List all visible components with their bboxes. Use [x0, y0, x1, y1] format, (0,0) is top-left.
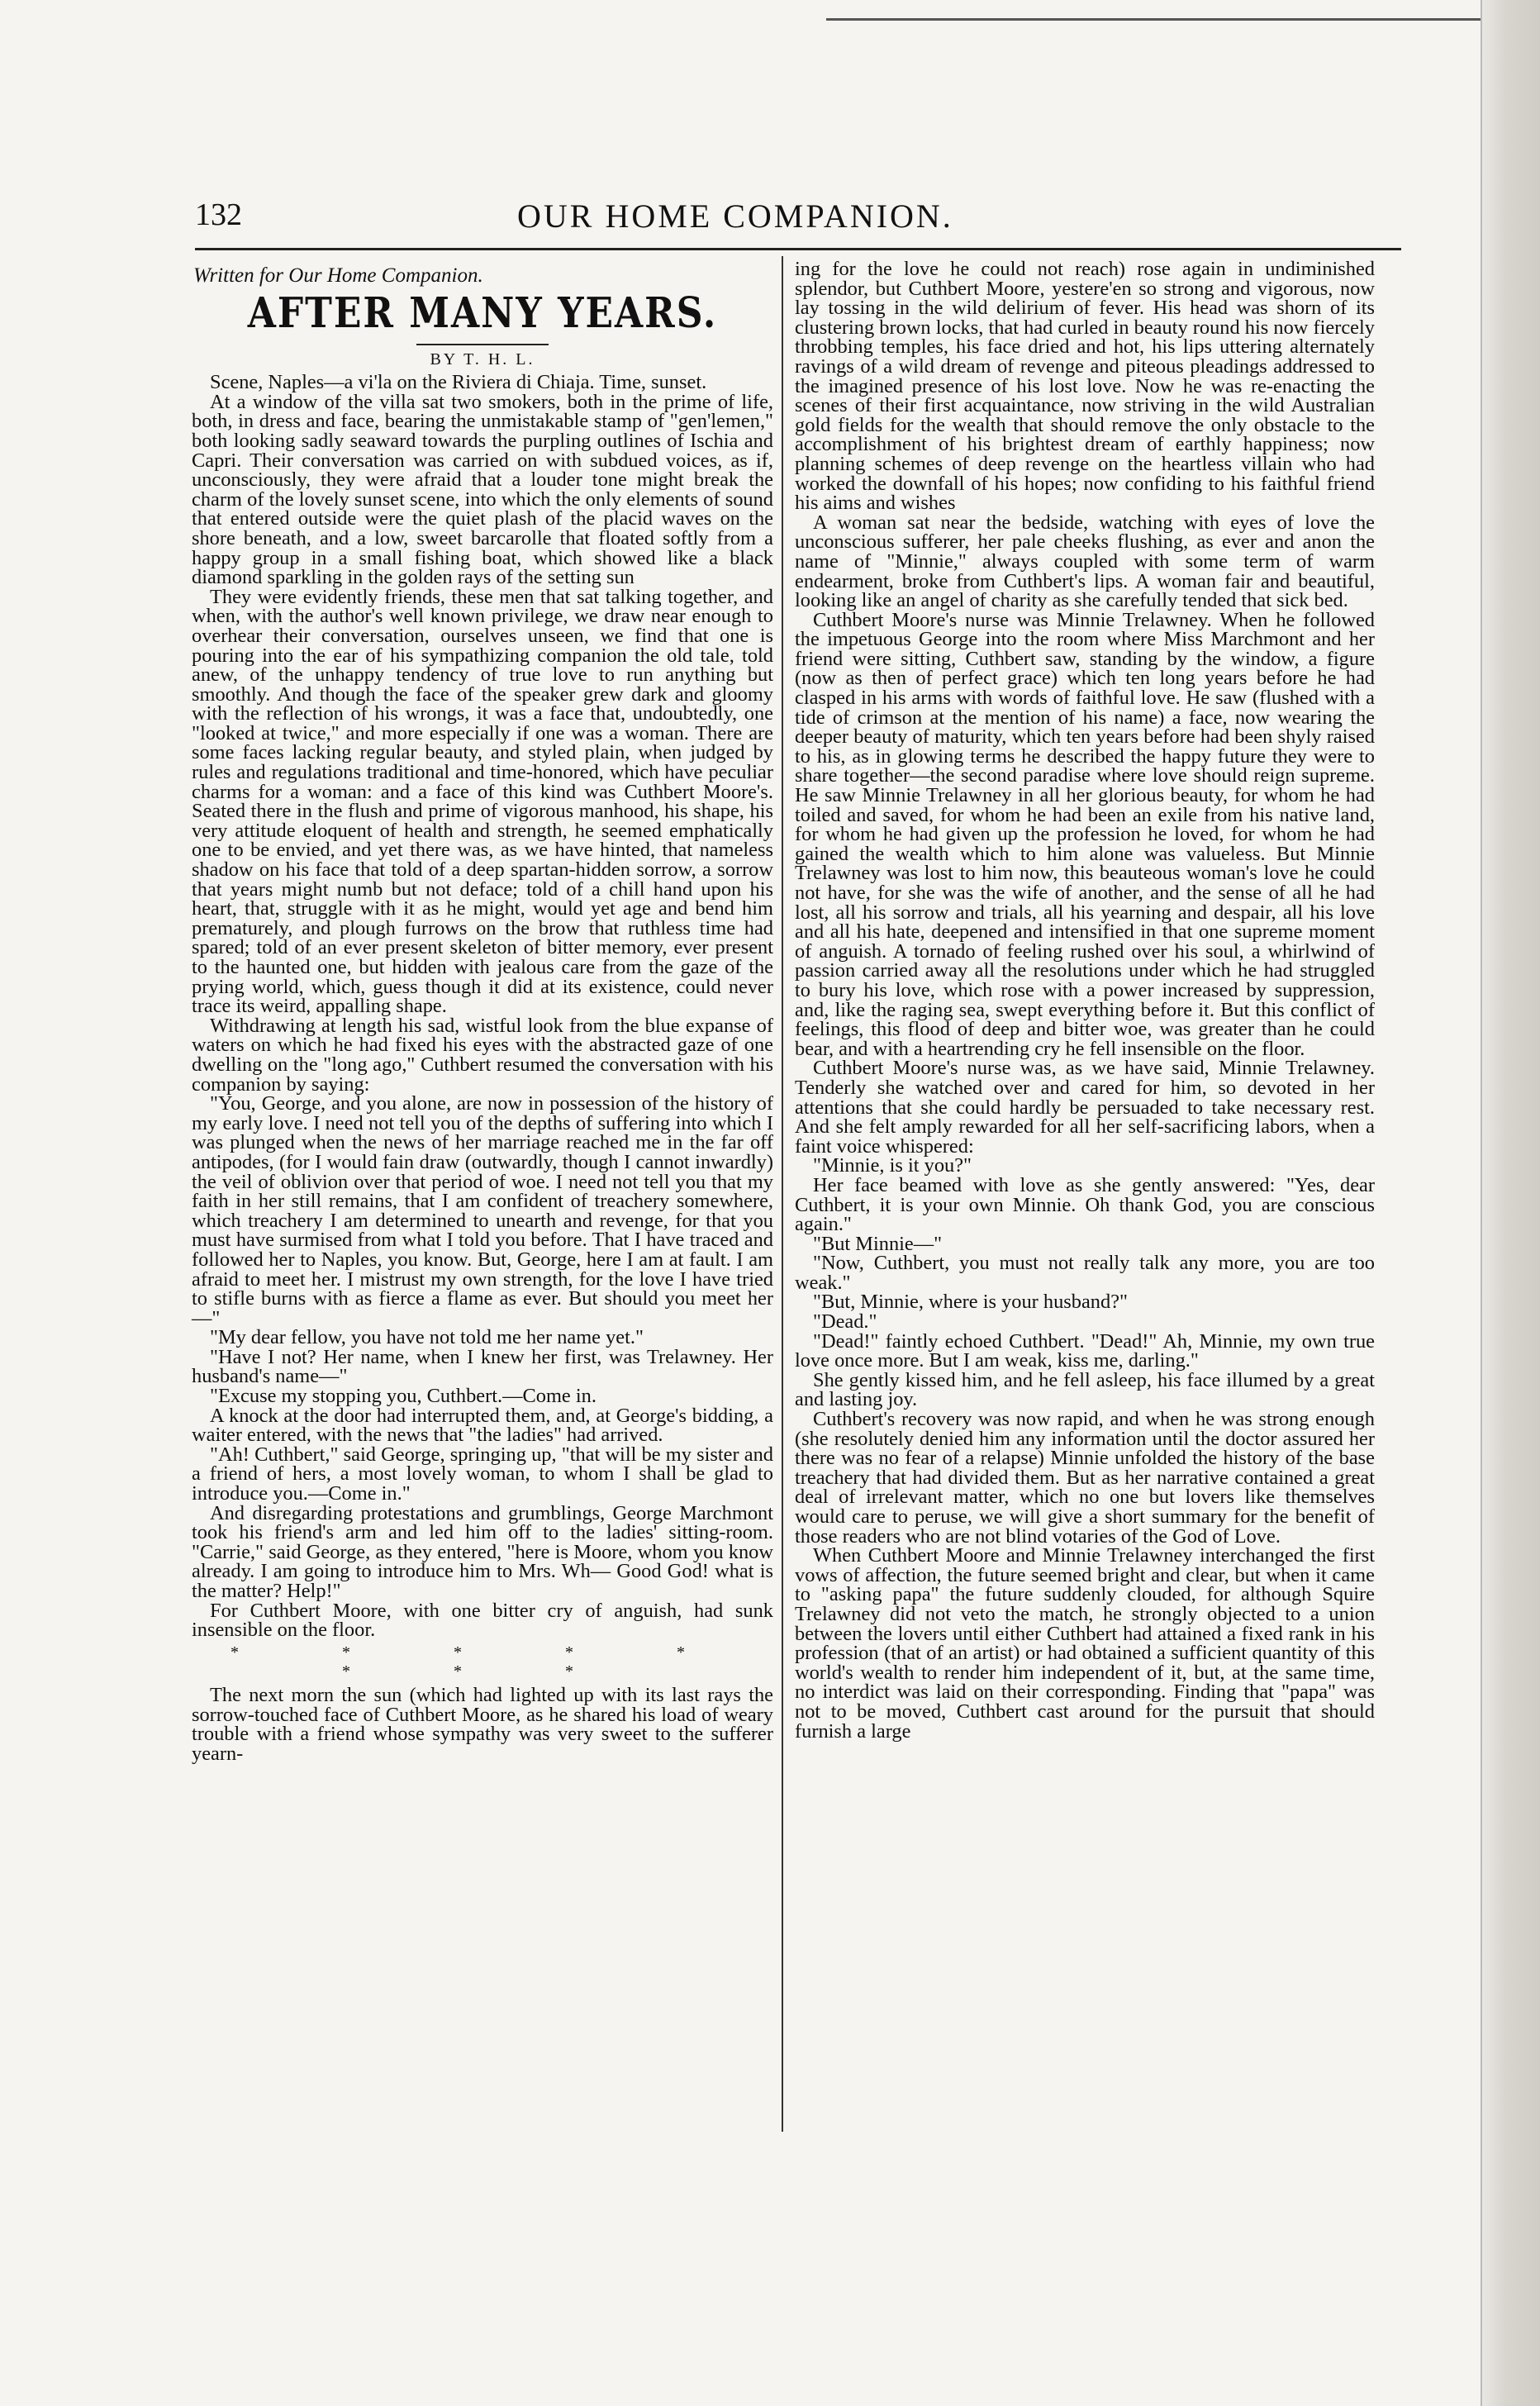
paragraph: And disregarding protestations and grumblings, George Marchmont took his friend's arm and led him off to the ladies' sitting-room. "Carrie," said George, as they entered, "here is Moore, whom you know already. I am going to introduce him to Mrs. Wh— Good God! what is the matter? Help!"	[192, 1501, 773, 1602]
paragraph: For Cuthbert Moore, with one bitter cry of anguish, had sunk insensible on the floor.	[192, 1599, 773, 1642]
column-divider	[782, 256, 783, 2132]
paragraph: She gently kissed him, and he fell asleep, his face illumed by a great and lasting joy.	[795, 1368, 1375, 1411]
paragraph: Cuthbert's recovery was now rapid, and when he was strong enough (she resolutely denied him any information until the doctor assured her there was no fear of a relapse) Minnie unfolded the history of the base treachery that had divided them. But as her narrative contained a great deal of irrelevant matter, which no one but lovers like themselves would care to peruse, we will give a short summary for the benefit of those readers who are not blind votaries of the God of Love.	[795, 1408, 1375, 1548]
right-column	[795, 259, 1375, 1741]
paragraph: "My dear fellow, you have not told me her name yet."	[210, 1326, 644, 1349]
paragraph: Withdrawing at length his sad, wistful look from the blue expanse of waters on which he had fixed his eyes with the abstracted gaze of one dwelling on the "long ago," Cuthbert resumed the conversation with his companion by saying:	[192, 1014, 773, 1096]
page-binding-edge	[1481, 0, 1540, 2406]
article-title: AFTER MANY YEARS.	[247, 288, 718, 338]
header-rule	[195, 248, 1401, 250]
paragraph: "But, Minnie, where is your husband?"	[813, 1291, 1128, 1314]
paragraph: ing for the love he could not reach) rose again in undiminished splendor, but Cuthbert Moore, yestere'en so strong and vigorous, now lay tossing in the wild delirium of fever. His head was shorn of its clustering brown locks, that had curled in beauty round his now fiercely throbbing temples, his face dried and hot, his lips uttering alternately ravings of a wild dream of revenge and piteous pleadings addressed to the imagined presence of his lost love. Now he was re-enacting the scenes of their first acquaintance, now striving in the wild Australian gold fields for the wealth that should remove the only obstacle to the accomplishment of his brightest dream of earthly happiness; now planning schemes of deep revenge on the heartless villain who had worked the downfall of his hopes; now confiding to his faithful friend his aims and wishes	[795, 258, 1375, 515]
title-rule	[416, 344, 549, 345]
paragraph: The next morn the sun (which had lighted up with its last rays the sorrow-touched face of Cuthbert Moore, as he shared his load of weary trouble with a friend whose sympathy was very sweet to the sufferer yearn-	[192, 1683, 773, 1765]
paragraph: They were evidently friends, these men that sat talking together, and when, with the author's well known privilege, we draw near enough to overhear their conversation, ourselves unseen, we find that one is pouring into the ear of his sympathizing companion the old tale, told anew, of the unhappy tendency of true love to run anything but smoothly. And though the face of the speaker grew dark and gloomy with the reflection of his wrongs, it was a face that, undoubtedly, one "looked at twice," and more especially if one was a woman. There are some faces lacking regular beauty, and styled plain, when judged by rules and regulations traditional and time-honored, which have peculiar charms for a woman: and a face of this kind was Cuthbert Moore's. Seated there in the flush and prime of vigorous manhood, his shape, his very attitude eloquent of health and strength, he seemed emphatically one to be envied, and yet there was, as we have hinted, that nameless shadow on his face that told of a deep spartan-hidden sorrow, a sorrow that years might numb but not deface; told of a chill hand upon his heart, that, struggle with it as he might, would yet age and bend him prematurely, and plough furrows on the brow that ruthless time had spared; told of an ever present skeleton of bitter memory, ever present to the haunted one, but hidden with jealous care from the gaze of the prying world, which, guess though it did at its existence, could never trace its weird, appalling shape.	[192, 585, 773, 1018]
top-edge-strip	[826, 0, 1487, 21]
paragraph: "Dead."	[813, 1310, 877, 1334]
paragraph: A knock at the door had interrupted them, and, at George's bidding, a waiter entered, with the news that "the ladies" had arrived.	[192, 1404, 773, 1447]
left-paragraphs	[192, 373, 773, 1763]
left-column	[192, 259, 773, 1763]
paragraph: "Now, Cuthbert, you must not really talk any more, you are too weak."	[795, 1252, 1375, 1294]
byline: BY T. H. L.	[430, 349, 535, 369]
page-header	[195, 197, 1401, 246]
right-paragraphs	[795, 259, 1375, 1741]
paragraph: "Excuse my stopping you, Cuthbert.—Come in.	[210, 1385, 597, 1408]
paragraph: "Have I not? Her name, when I knew her first, was Trelawney. Her husband's name—"	[192, 1345, 773, 1388]
paragraph: Her face beamed with love as she gently answered: "Yes, dear Cuthbert, it is your own Minnie. Oh thank God, you are conscious again."	[795, 1173, 1375, 1236]
paragraph: "But Minnie—"	[813, 1232, 943, 1255]
paragraph: "Minnie, is it you?"	[813, 1154, 972, 1177]
paragraph: "Dead!" faintly echoed Cuthbert. "Dead!" Ah, Minnie, my own true love once more. But I am weak, kiss me, darling."	[795, 1329, 1375, 1372]
paragraph: Cuthbert Moore's nurse was Minnie Trelawney. When he followed the impetuous George into the room where Miss Marchmont and her friend were sitting, Cuthbert saw, standing by the window, a figure (now as then of perfect grace) which ten long years before he had clasped in his arms with words of faithful love. He saw (flushed with a tide of crimson at the mention of his name) a face, now wearing the deeper beauty of maturity, which ten years before had been shyly raised to his, as in glowing terms he described the happy future they were to share together—the second paradise where love should reign supreme. He saw Minnie Trelawney in all her glorious beauty, for whom he had toiled and saved, for whom he had been an exile from his native land, for whom he had given up the profession he loved, for whom he had gained the wealth which to him alone was valueless. But Minnie Trelawney was lost to him now, this beauteous woman's love he could not have, for she was the wife of another, and the sense of all he had lost, all his sorrow and trials, all his yearning and despair, all his love and all his hate, deepened and intensified in that one supreme moment of anguish. A tornado of feeling rushed over his soul, a whirlwind of passion carried away all the resolutions under which he had struggled to bury his love, which rose with a power increased by suppression, and, like the raging sea, swept everything before it. But this conflict of feelings, this flood of deep and bitter woe, was greater than he could bear, and with a heartrending cry he fell insensible on the floor.	[795, 608, 1375, 1060]
paragraph: Scene, Naples—a vi'la on the Riviera di Chiaja. Time, sunset.	[210, 371, 707, 394]
paragraph: "You, George, and you alone, are now in possession of the history of my early love. I need not tell you of the depths of suffering into which I was plunged when the news of her marriage reached me in the far off antipodes, (for I would fain draw (outwardly, though I cannot inwardly) the veil of oblivion over that period of woe. I need not tell you that my faith in her still remains, that I am confident of treachery somewhere, which treachery I am determined to unearth and revenge, for that you must have surmised from what I told you before. That I have traced and followed her to Naples, you know. But, George, here I am at fault. I am afraid to meet her. I mistrust my own strength, for the love I have tried to stifle burns with as fierce a flame as ever. But should you meet her—"	[192, 1092, 773, 1329]
paragraph: "Ah! Cuthbert," said George, springing up, "that will be my sister and a friend of hers, a most lovely woman, to whom I shall be glad to introduce you.—Come in."	[192, 1443, 773, 1505]
paragraph: Cuthbert Moore's nurse was, as we have said, Minnie Trelawney. Tenderly she watched over and cared for him, so devoted in her attentions that she could hardly be persuaded to take necessary rest. And she felt amply rewarded for all her self-sacrificing labors, when a faint voice whispered:	[795, 1057, 1375, 1158]
section-separator: * * * * * * * *	[231, 1643, 734, 1681]
paragraph: At a window of the villa sat two smokers, both in the prime of life, both, in dress and face, bearing the unmistakable stamp of "gen'lemen," both looking sadly seaward towards the purpling outlines of Ischia and Capri. Their conversation was carried on with subdued voices, as if, unconsciously, they were afraid that a louder tone might break the charm of the lovely sunset scene, into which the only elements of sound that entered outside were the quiet plash of the placid waves on the shore beneath, and a low, sweet barcarolle that floated softly from a happy group in a small fishing boat, which showed like a black diamond sparkling in the golden rays of the setting sun	[192, 390, 773, 589]
paragraph: When Cuthbert Moore and Minnie Trelawney interchanged the first vows of affection, the future seemed bright and clear, but when it came to "asking papa" the future suddenly clouded, for although Squire Trelawney did not veto the match, he strongly objected to a union between the lovers until either Cuthbert had attained a fixed rank in his profession (that of an artist) or had obtained a sufficient quantity of this world's wealth to render him independent of it, but, at the same time, no interdict was laid on their corresponding. Finding that "papa" was not to be moved, Cuthbert cast around for the pursuit that should furnish a large	[795, 1544, 1375, 1743]
page-number: 132	[195, 197, 242, 232]
running-head: OUR HOME COMPANION.	[517, 197, 953, 235]
source-line: Written for Our Home Companion.	[193, 264, 483, 287]
paragraph: A woman sat near the bedside, watching with eyes of love the unconscious sufferer, her pale cheeks flushing, as ever and anon the name of "Minnie," always coupled with some term of warm endearment, broke from Cuthbert's lips. A woman fair and beautiful, looking like an angel of charity as she carefully tended that sick bed.	[795, 511, 1375, 612]
